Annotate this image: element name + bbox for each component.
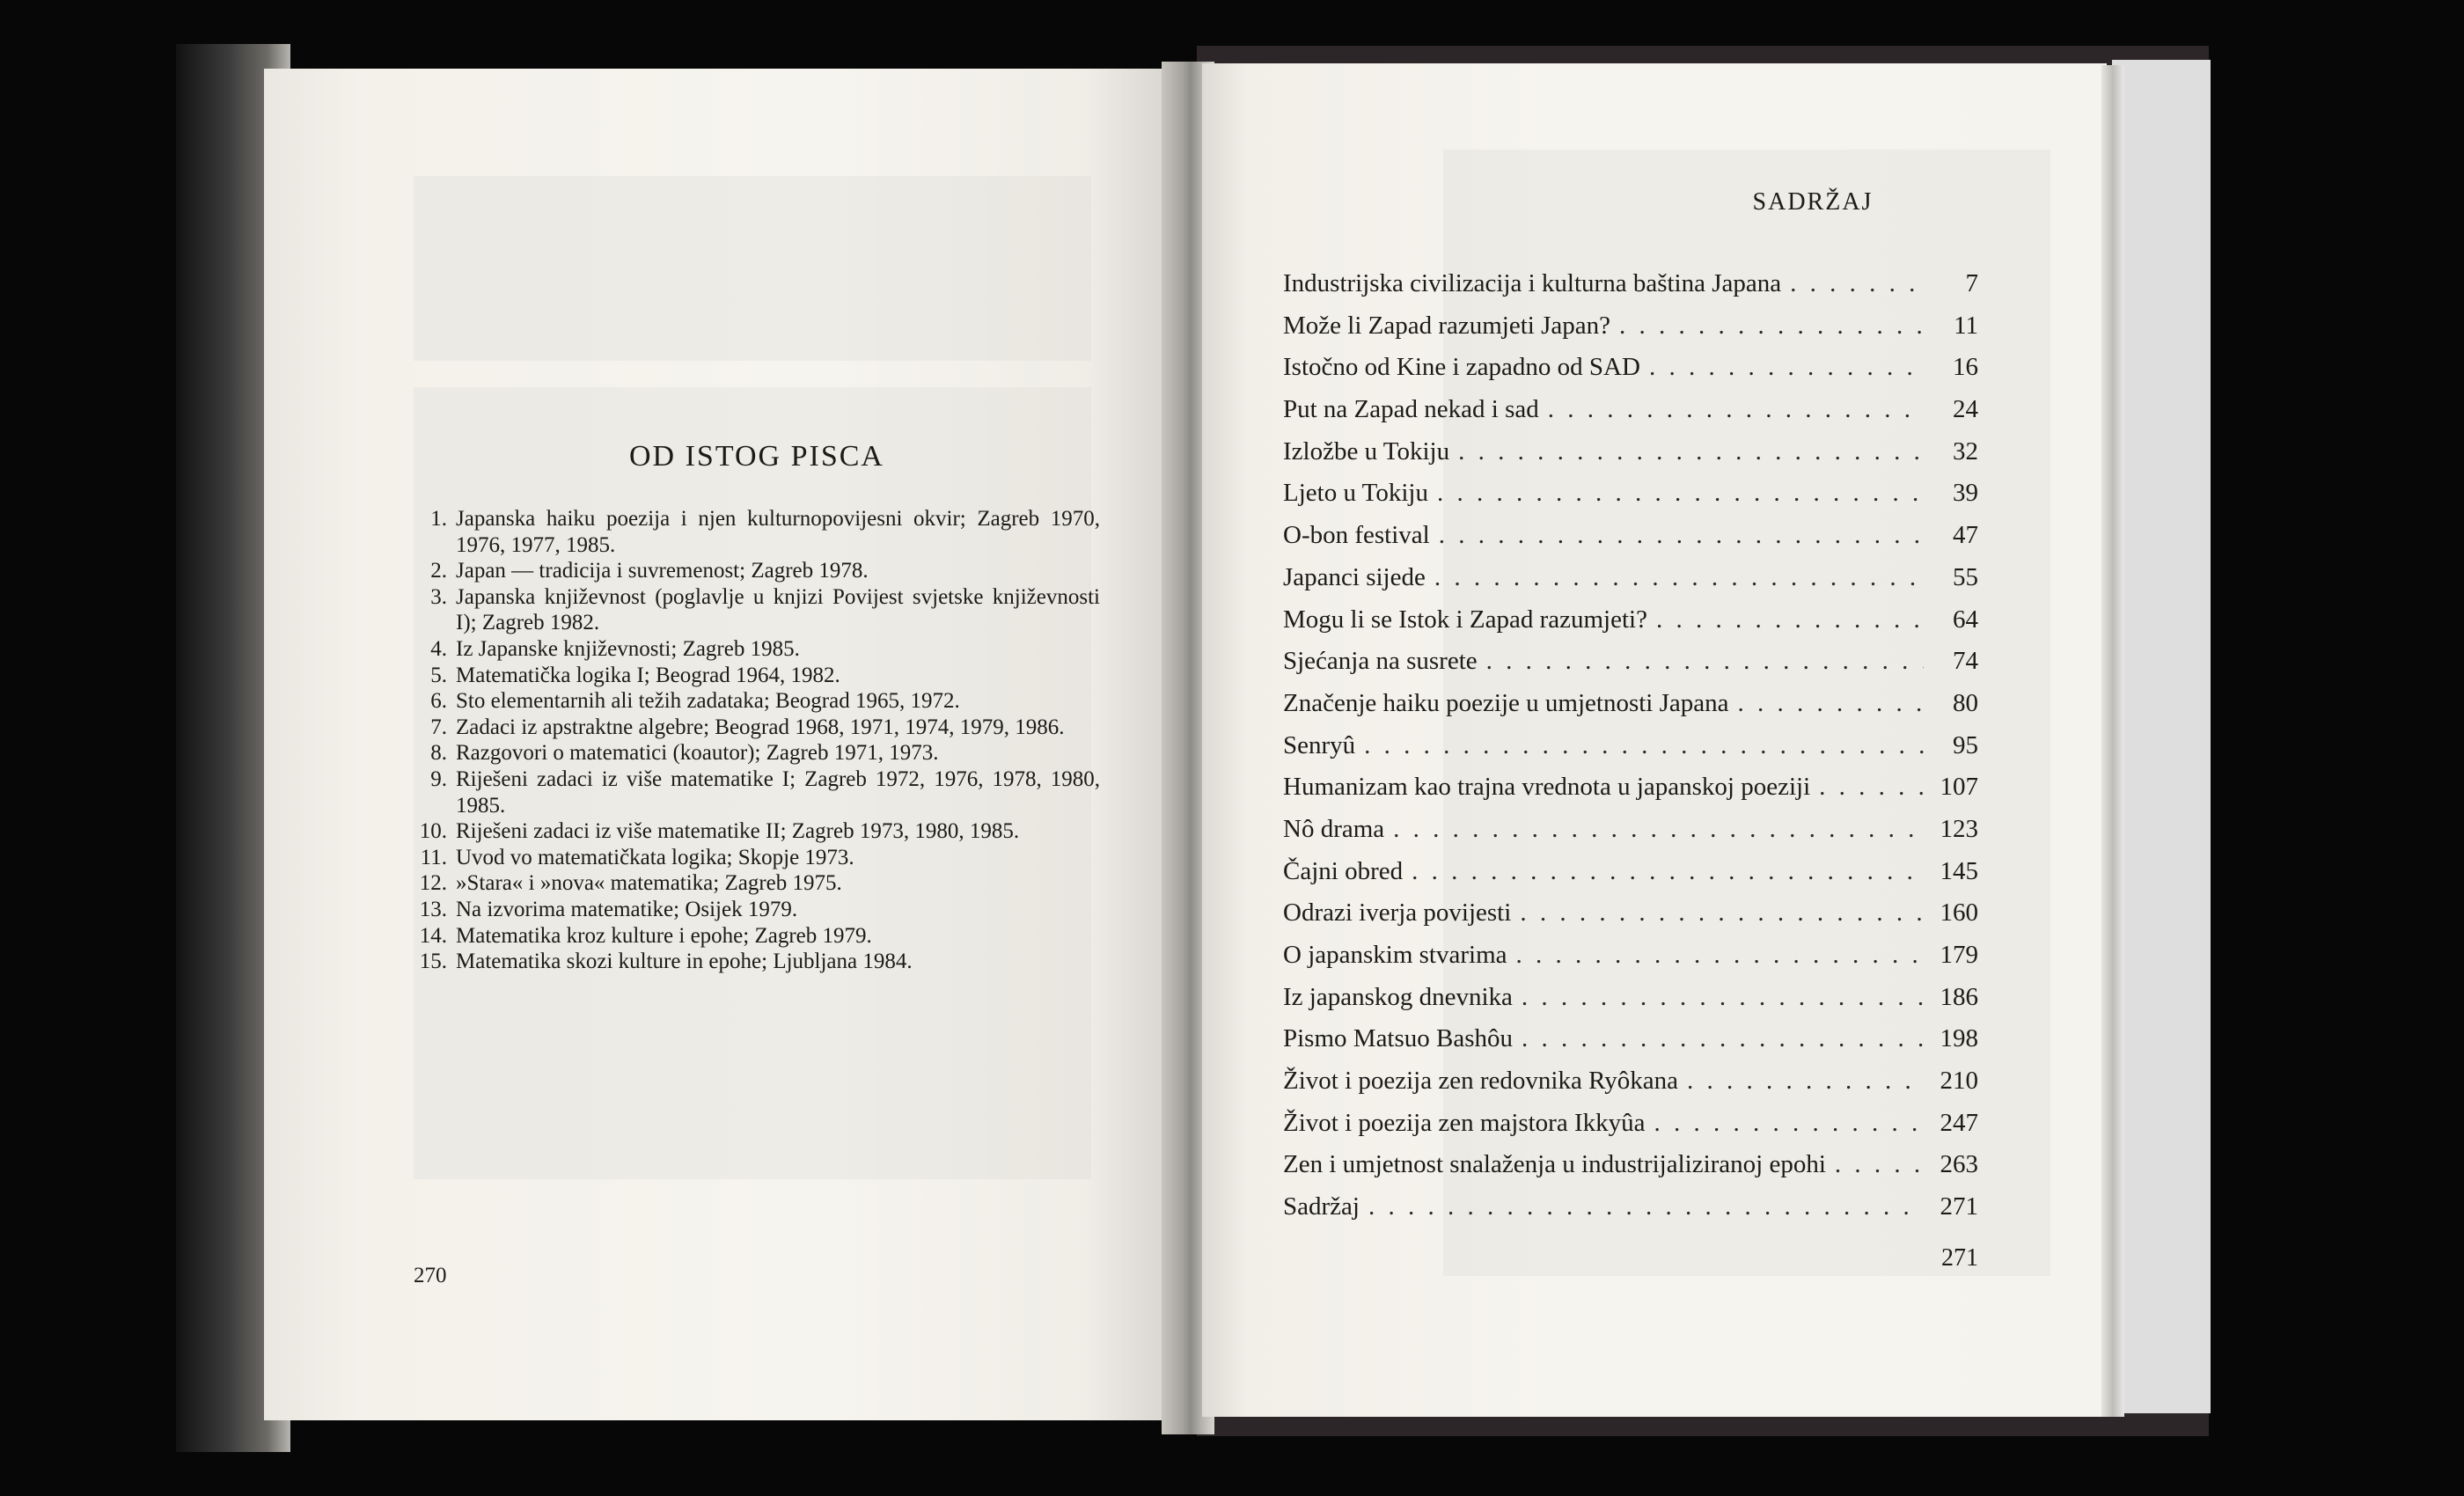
toc-leader-dots — [1428, 479, 1924, 508]
toc-leader-dots — [1430, 521, 1924, 550]
toc-entry-page: 24 — [1953, 395, 1978, 424]
list-item — [405, 845, 1100, 871]
toc-leader-dots — [1826, 1150, 1924, 1179]
list-item-text: Uvod vo matematičkata logika; Skopje 1973. — [456, 845, 854, 869]
left-page-number: 270 — [414, 1264, 447, 1287]
toc-leader-dots — [1360, 1192, 1924, 1221]
toc-entry — [1283, 857, 1978, 899]
toc-leader-dots — [1449, 437, 1924, 466]
left-page-heading: OD ISTOG PISCA — [629, 440, 884, 473]
table-of-contents — [1283, 269, 1978, 1235]
toc-leader-dots — [1640, 353, 1924, 382]
toc-entry — [1283, 941, 1978, 983]
toc-entry-title: Humanizam kao trajna vrednota u japanskoj poeziji — [1283, 773, 1811, 802]
toc-entry-page: 32 — [1953, 436, 1978, 466]
toc-leader-dots — [1403, 857, 1924, 886]
toc-entry-title: Odrazi iverja povijesti — [1283, 898, 1512, 928]
list-item-number: 14. — [419, 923, 447, 948]
list-item-text: Matematika kroz kulture i epohe; Zagreb 1979. — [456, 923, 872, 948]
toc-entry — [1283, 395, 1978, 437]
toc-entry-title: Pismo Matsuo Bashôu — [1283, 1024, 1514, 1053]
toc-entry-title: O japanskim stvarima — [1283, 941, 1507, 969]
list-item — [405, 766, 1100, 818]
toc-leader-dots — [1539, 395, 1924, 424]
toc-entry-page: 55 — [1953, 562, 1978, 591]
toc-entry — [1283, 1067, 1978, 1109]
toc-leader-dots — [1610, 312, 1924, 341]
list-item-number: 3. — [430, 584, 447, 609]
list-item-text: Matematika skozi kulture in epohe; Ljubljana 1984. — [456, 950, 913, 974]
list-item-text: Japanska haiku poezija i njen kulturnopovijesni okvir; Zagreb 1970, 1976, 1977, 1985. — [456, 507, 1100, 557]
toc-entry-page: 160 — [1940, 898, 1978, 928]
list-item-text: Iz Japanske književnosti; Zagreb 1985. — [456, 636, 800, 661]
list-item-text: Riješeni zadaci iz više matematike I; Zagreb 1972, 1976, 1978, 1980, 1985. — [456, 766, 1100, 818]
toc-entry-page: 247 — [1940, 1108, 1978, 1137]
list-item-text: Razgovori o matematici (koautor); Zagreb 1971, 1973. — [456, 741, 939, 766]
toc-entry — [1283, 898, 1978, 941]
list-item — [405, 818, 1100, 845]
list-item-text: »Stara« i »nova« matematika; Zagreb 1975. — [456, 871, 842, 896]
list-item-text: Matematička logika I; Beograd 1964, 1982. — [456, 663, 840, 687]
bleed-through-top-left — [414, 176, 1091, 361]
toc-entry-page: 123 — [1940, 814, 1978, 843]
toc-entry-title: Život i poezija zen redovnika Ryôkana — [1283, 1067, 1678, 1096]
toc-entry-title: Izložbe u Tokiju — [1283, 436, 1450, 466]
list-item — [405, 584, 1100, 636]
toc-entry-page: 39 — [1953, 479, 1978, 508]
toc-entry — [1283, 521, 1978, 563]
list-item — [405, 897, 1100, 923]
list-item — [405, 923, 1100, 950]
list-item-text: Sto elementarnih ali težih zadataka; Beograd 1965, 1972. — [456, 689, 960, 714]
toc-entry — [1283, 983, 1978, 1025]
list-item-number: 11. — [420, 845, 447, 869]
right-page-heading: SADRŽAJ — [1752, 188, 1874, 216]
toc-leader-dots — [1478, 647, 1924, 676]
toc-entry — [1283, 1150, 1978, 1192]
list-item — [405, 715, 1100, 741]
toc-leader-dots — [1647, 605, 1924, 634]
toc-leader-dots — [1384, 815, 1924, 844]
bibliography-list — [405, 506, 1100, 975]
toc-entry-page: 210 — [1940, 1067, 1978, 1096]
list-item-number: 12. — [419, 871, 447, 896]
toc-entry-title: Senryû — [1283, 730, 1356, 759]
list-item — [405, 688, 1100, 715]
toc-entry — [1283, 647, 1978, 689]
toc-entry — [1283, 1192, 1978, 1235]
toc-entry-title: Zen i umjetnost snalaženja u industrijaliziranoj epohi — [1283, 1150, 1826, 1179]
toc-entry — [1283, 1109, 1978, 1151]
list-item — [405, 558, 1100, 584]
list-item — [405, 949, 1100, 975]
toc-entry-page: 16 — [1953, 353, 1978, 382]
toc-leader-dots — [1513, 1024, 1924, 1053]
toc-entry-title: Mogu li se Istok i Zapad razumjeti? — [1283, 605, 1647, 634]
list-item-number: 8. — [430, 741, 447, 766]
toc-entry-title: Istočno od Kine i zapadno od SAD — [1283, 353, 1640, 382]
toc-entry — [1283, 605, 1978, 648]
list-item — [405, 636, 1100, 663]
list-item-number: 4. — [430, 636, 447, 661]
right-page-edge — [2101, 65, 2124, 1417]
toc-entry-page: 11 — [1954, 311, 1978, 340]
list-item-text: Zadaci iz apstraktne algebre; Beograd 1968, 1971, 1974, 1979, 1986. — [456, 715, 1065, 739]
toc-leader-dots — [1513, 983, 1924, 1012]
toc-leader-dots — [1511, 898, 1924, 928]
toc-entry-title: Industrijska civilizacija i kulturna baština Japana — [1283, 269, 1782, 297]
list-item-number: 5. — [430, 663, 447, 687]
toc-entry — [1283, 269, 1978, 312]
toc-entry-page: 64 — [1953, 605, 1978, 634]
toc-leader-dots — [1781, 269, 1924, 298]
list-item-number: 2. — [430, 559, 447, 583]
list-item-text: Japanska književnost (poglavlje u knjizi Povijest svjetske književnosti I); Zagreb 1982. — [456, 584, 1100, 635]
toc-entry-title: Sjećanja na susrete — [1283, 647, 1478, 676]
toc-entry-title: O-bon festival — [1283, 521, 1430, 550]
toc-entry-title: Život i poezija zen majstora Ikkyûa — [1283, 1108, 1646, 1137]
list-item-number: 7. — [430, 715, 447, 739]
toc-leader-dots — [1507, 941, 1924, 970]
toc-entry-page: 7 — [1965, 269, 1978, 297]
toc-entry — [1283, 437, 1978, 480]
list-item-number: 10. — [419, 819, 447, 844]
list-item-number: 9. — [430, 766, 447, 791]
toc-entry-title: Nô drama — [1283, 814, 1385, 843]
toc-entry-title: Put na Zapad nekad i sad — [1283, 395, 1539, 424]
toc-leader-dots — [1729, 689, 1924, 718]
toc-entry-page: 80 — [1953, 688, 1978, 717]
toc-entry-page: 47 — [1953, 521, 1978, 550]
toc-entry-page: 74 — [1953, 647, 1978, 676]
toc-entry-page: 198 — [1940, 1024, 1978, 1053]
list-item-number: 6. — [430, 689, 447, 714]
list-item — [405, 740, 1100, 766]
toc-entry-page: 145 — [1940, 856, 1978, 885]
toc-entry — [1283, 353, 1978, 395]
toc-leader-dots — [1678, 1067, 1924, 1096]
toc-entry-title: Ljeto u Tokiju — [1283, 479, 1428, 508]
toc-entry-title: Može li Zapad razumjeti Japan? — [1283, 311, 1611, 340]
toc-entry-page: 179 — [1940, 941, 1978, 969]
list-item-text: Riješeni zadaci iz više matematike II; Zagreb 1973, 1980, 1985. — [456, 819, 1020, 844]
toc-entry — [1283, 563, 1978, 605]
toc-leader-dots — [1426, 563, 1924, 592]
toc-entry-page: 263 — [1940, 1150, 1978, 1179]
toc-leader-dots — [1646, 1109, 1925, 1138]
list-item-text: Na izvorima matematike; Osijek 1979. — [456, 897, 798, 921]
toc-entry — [1283, 312, 1978, 354]
toc-entry — [1283, 689, 1978, 731]
toc-entry-title: Japanci sijede — [1283, 562, 1426, 591]
list-item — [405, 870, 1100, 897]
toc-entry-title: Iz japanskog dnevnika — [1283, 982, 1513, 1011]
list-item-number: 1. — [430, 507, 447, 531]
toc-entry-title: Značenje haiku poezije u umjetnosti Japana — [1283, 688, 1729, 717]
list-item-number: 13. — [419, 897, 447, 921]
toc-entry-page: 271 — [1940, 1192, 1978, 1221]
list-item — [405, 663, 1100, 689]
toc-entry — [1283, 1024, 1978, 1067]
list-item-number: 15. — [419, 950, 447, 974]
toc-leader-dots — [1355, 731, 1924, 760]
list-item — [405, 506, 1100, 558]
toc-entry-page: 107 — [1940, 773, 1978, 802]
toc-entry-title: Sadržaj — [1283, 1192, 1360, 1221]
toc-entry — [1283, 815, 1978, 857]
toc-entry-page: 95 — [1953, 730, 1978, 759]
toc-entry-title: Čajni obred — [1283, 856, 1404, 885]
toc-entry — [1283, 773, 1978, 815]
toc-leader-dots — [1810, 773, 1924, 802]
right-page-number: 271 — [1941, 1244, 1978, 1272]
toc-entry-page: 186 — [1940, 982, 1978, 1011]
book-cover-edge — [2112, 60, 2211, 1413]
toc-entry — [1283, 479, 1978, 521]
list-item-text: Japan — tradicija i suvremenost; Zagreb 1978. — [456, 559, 869, 583]
toc-entry — [1283, 731, 1978, 774]
